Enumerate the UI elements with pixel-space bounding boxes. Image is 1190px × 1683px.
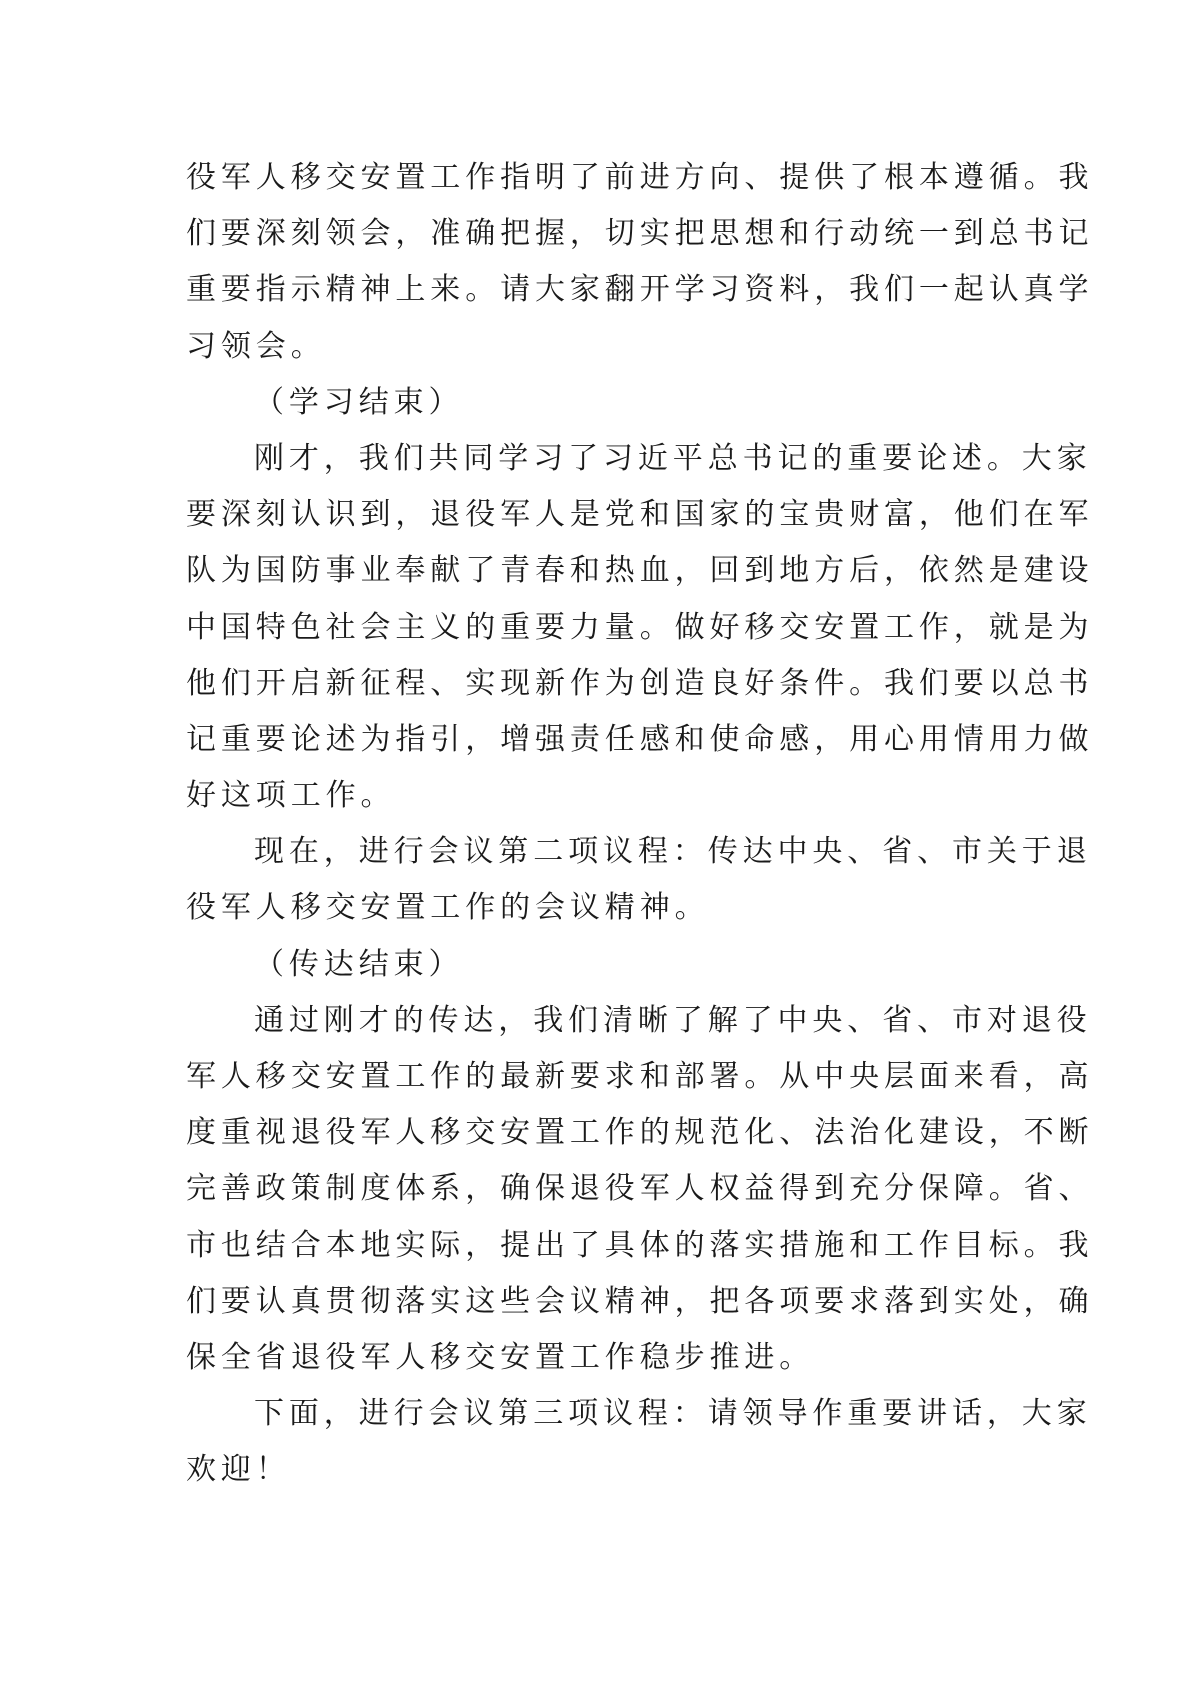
body-line: 要深刻认识到，退役军人是党和国家的宝贵财富，他们在军	[186, 497, 1094, 533]
body-line: 重要指示精神上来。请大家翻开学习资料，我们一起认真学	[186, 272, 1094, 308]
paragraph-start: 刚才，我们共同学习了习近平总书记的重要论述。大家	[254, 440, 1092, 476]
body-line: 们要认真贯彻落实这些会议精神，把各项要求落到实处，确	[186, 1283, 1094, 1319]
body-line: 好这项工作。	[186, 778, 396, 814]
body-line: 役军人移交安置工作的会议精神。	[186, 890, 710, 926]
body-line: 欢迎！	[186, 1452, 291, 1488]
stage-note: （学习结束）	[254, 384, 464, 420]
body-line: 记重要论述为指引，增强责任感和使命感，用心用情用力做	[186, 721, 1094, 757]
body-line: 他们开启新征程、实现新作为创造良好条件。我们要以总书	[186, 665, 1094, 701]
document-body	[186, 150, 1094, 1499]
body-line: 保全省退役军人移交安置工作稳步推进。	[186, 1339, 815, 1375]
paragraph-start: 下面，进行会议第三项议程：请领导作重要讲话，大家	[254, 1396, 1092, 1432]
stage-note: （传达结束）	[254, 946, 464, 982]
body-line: 习领会。	[186, 328, 326, 364]
body-line: 军人移交安置工作的最新要求和部署。从中央层面来看，高	[186, 1059, 1094, 1094]
body-line: 度重视退役军人移交安置工作的规范化、法治化建设，不断	[186, 1115, 1094, 1151]
body-line: 们要深刻领会，准确把握，切实把思想和行动统一到总书记	[186, 216, 1094, 252]
body-line: 役军人移交安置工作指明了前进方向、提供了根本遵循。我	[186, 160, 1094, 195]
paragraph-start: 通过刚才的传达，我们清晰了解了中央、省、市对退役	[254, 1002, 1092, 1038]
body-line: 完善政策制度体系，确保退役军人权益得到充分保障。省、	[186, 1171, 1094, 1207]
paragraph-start: 现在，进行会议第二项议程：传达中央、省、市关于退	[254, 834, 1092, 870]
body-line: 队为国防事业奉献了青春和热血，回到地方后，依然是建设	[186, 553, 1094, 589]
body-line: 市也结合本地实际，提出了具体的落实措施和工作目标。我	[186, 1227, 1094, 1263]
body-line: 中国特色社会主义的重要力量。做好移交安置工作，就是为	[186, 609, 1094, 645]
